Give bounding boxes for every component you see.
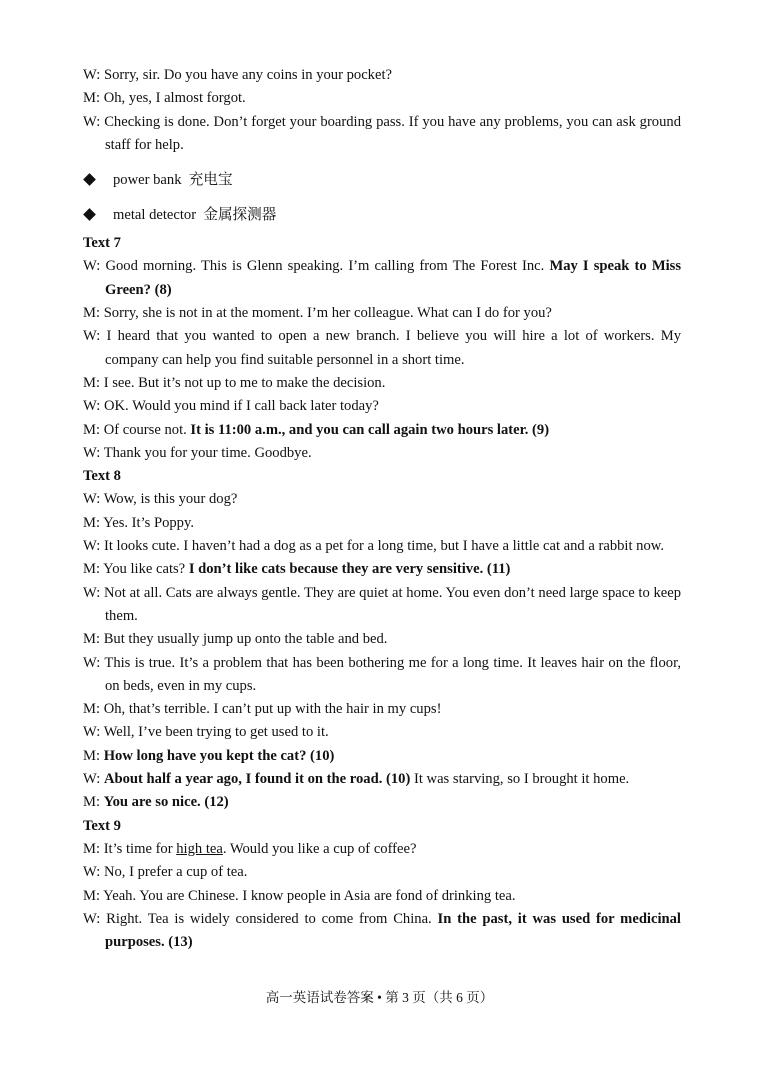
- dialogue-line: M: It’s time for high tea. Would you like a cup of coffee?: [83, 840, 417, 857]
- dialogue-line: M: How long have you kept the cat? (10): [83, 747, 335, 764]
- dialogue-line: W: About half a year ago, I found it on the road. (10) It was starving, so I brought it home.: [83, 771, 630, 788]
- dialogue-line: W: Good morning. This is Glenn speaking. I’m calling from The Forest Inc. May I speak to Miss Green? (8): [83, 258, 682, 298]
- dialogue-line: W: Well, I’ve been trying to get used to it.: [83, 724, 329, 741]
- dialogue-line: W: OK. Would you mind if I call back later today?: [83, 398, 379, 415]
- dialogue-line: W: It looks cute. I haven’t had a dog as a pet for a long time, but I have a little cat and a rabbit now.: [83, 538, 665, 555]
- diamond-bullet-icon: [83, 208, 96, 221]
- dialogue-line: M: Oh, yes, I almost forgot.: [83, 90, 246, 107]
- dialogue-line: W: This is true. It’s a problem that has been bothering me for a long time. It leaves hair on the floor, on beds, even in my cups.: [83, 654, 681, 694]
- vocab-item: metal detector 金属探测器: [83, 198, 681, 233]
- section-heading: Text 7: [83, 235, 121, 252]
- dialogue-line: W: Right. Tea is widely considered to come from China. In the past, it was used for medicinal purposes. (13): [83, 910, 681, 951]
- dialogue-line: M: Sorry, she is not in at the moment. I’m her colleague. What can I do for you?: [83, 305, 552, 322]
- dialogue-line: M: You like cats? I don’t like cats because they are very sensitive. (11): [83, 561, 511, 578]
- dialogue-line: W: Wow, is this your dog?: [83, 491, 238, 508]
- dialogue-line: M: Of course not. It is 11:00 a.m., and you can call again two hours later. (9): [83, 421, 550, 438]
- section-heading: Text 9: [83, 817, 121, 834]
- dialogue-line: M: Oh, that’s terrible. I can’t put up with the hair in my cups!: [83, 701, 442, 718]
- dialogue-line: W: Thank you for your time. Goodbye.: [83, 444, 312, 461]
- dialogue-line: M: Yes. It’s Poppy.: [83, 514, 194, 531]
- dialogue-line: M: I see. But it’s not up to me to make the decision.: [83, 374, 386, 391]
- dialogue-line: M: But they usually jump up onto the table and bed.: [83, 631, 388, 648]
- vocab-item: power bank 充电宝: [83, 163, 681, 198]
- dialogue-line: W: Checking is done. Don’t forget your boarding pass. If you have any problems, you can ask ground staff for help.: [83, 113, 681, 153]
- document-page: [83, 64, 681, 954]
- section-heading: Text 8: [83, 468, 121, 485]
- dialogue-line: W: No, I prefer a cup of tea.: [83, 864, 248, 881]
- diamond-bullet-icon: [83, 173, 96, 186]
- page-footer: 高一英语试卷答案 • 第 3 页（共 6 页）: [265, 990, 494, 1005]
- dialogue-line: M: Yeah. You are Chinese. I know people in Asia are fond of drinking tea.: [83, 887, 516, 904]
- dialogue-line: M: You are so nice. (12): [83, 794, 229, 811]
- dialogue-line: W: Not at all. Cats are always gentle. They are quiet at home. You even don’t need large space to keep them.: [83, 584, 681, 624]
- dialogue-line: W: Sorry, sir. Do you have any coins in your pocket?: [83, 67, 392, 83]
- dialogue-line: W: I heard that you wanted to open a new branch. I believe you will hire a lot of workers. My company can help you find suitable personnel in a short time.: [83, 328, 681, 368]
